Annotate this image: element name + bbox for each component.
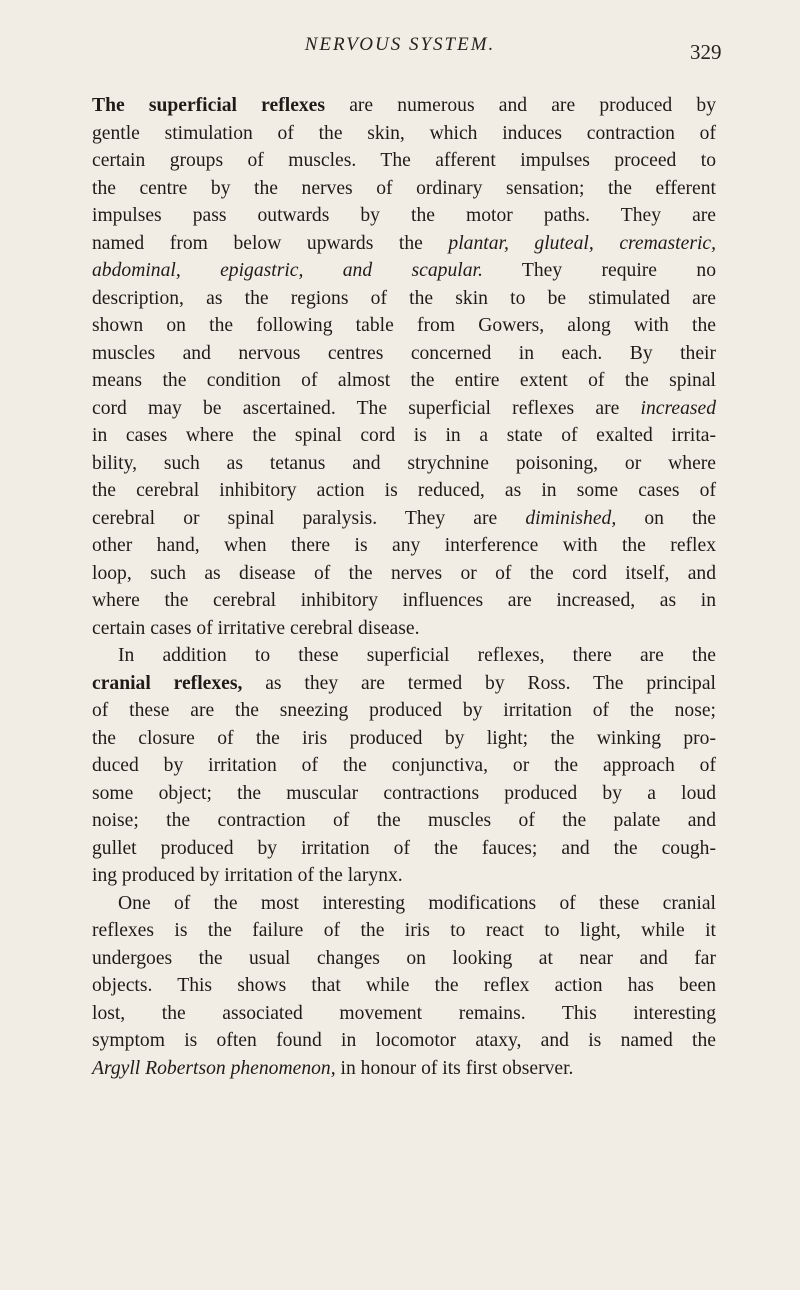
text-line: [92, 120, 716, 148]
text-run: are numerous and are produced by: [325, 95, 716, 116]
text-run: some object; the muscular contractions produced by a loud: [92, 782, 716, 804]
text-run: muscles and nervous centres concerned in each. By their: [92, 342, 716, 364]
text-run: They require no: [482, 260, 716, 281]
text-run: undergoes the usual changes on looking at near and far: [92, 947, 716, 969]
text-line: [92, 890, 716, 918]
text-run: reflexes is the failure of the iris to react to light, while it: [92, 920, 716, 941]
text-run: cord may be ascertained. The superficial reflexes are: [92, 397, 641, 419]
text-line: [92, 972, 716, 1000]
text-run: other hand, when there is any interference with the reflex: [92, 535, 716, 556]
text-run: means the condition of almost the entire extent of the spinal: [92, 370, 716, 391]
text-line: [92, 367, 716, 395]
text-run: where the cerebral inhibitory influences are increased, as in: [92, 590, 716, 611]
text-line: [92, 422, 716, 450]
text-run: noise; the contraction of the muscles of the palate and: [92, 810, 716, 831]
text-line: [92, 917, 716, 945]
text-line: [92, 175, 716, 203]
text-run: the cerebral inhibitory action is reduced, as in some cases of: [92, 480, 716, 501]
text-line: [92, 202, 716, 230]
text-line: [92, 92, 716, 120]
paragraph: [92, 642, 716, 890]
text-run: certain cases of irritative cerebral disease.: [92, 617, 420, 639]
bold-term: The superficial reflexes: [92, 95, 326, 116]
text-line: [92, 1027, 716, 1055]
text-line: [92, 532, 716, 560]
text-line: [92, 642, 716, 670]
text-run: One of the most interesting modifications of these cranial: [118, 892, 716, 914]
italic-term: Argyll Robertson phenomenon,: [92, 1057, 336, 1079]
text-run: lost, the associated movement remains. This interesting: [92, 1002, 716, 1024]
text-line: [92, 615, 716, 643]
text-line: [92, 862, 716, 890]
text-run: objects. This shows that while the reflex action has been: [92, 975, 716, 996]
text-line: [92, 505, 716, 533]
text-run: of these are the sneezing produced by irritation of the nose;: [92, 700, 716, 721]
text-line: [92, 147, 716, 175]
text-run: loop, such as disease of the nerves or of the cord itself, and: [92, 562, 716, 584]
body-text: [92, 92, 716, 1082]
text-run: duced by irritation of the conjunctiva, or the approach of: [92, 755, 716, 776]
running-head: NERVOUS SYSTEM.: [304, 34, 496, 55]
text-line: [92, 945, 716, 973]
text-run: ing produced by irritation of the larynx.: [92, 865, 403, 886]
bold-term: cranial reflexes,: [92, 672, 243, 694]
text-line: [92, 1055, 716, 1083]
text-run: impulses pass outwards by the motor paths. They are: [92, 205, 716, 226]
text-run: the closure of the iris produced by light; the winking pro-: [92, 727, 716, 749]
text-line: [92, 1000, 716, 1028]
text-line: [92, 670, 716, 698]
text-line: [92, 725, 716, 753]
text-line: [92, 752, 716, 780]
text-line: [92, 780, 716, 808]
text-run: on the: [616, 507, 716, 529]
text-run: in honour of its first observer.: [335, 1057, 574, 1079]
text-line: [92, 340, 716, 368]
italic-term: abdominal, epigastric, and scapular.: [92, 260, 483, 281]
text-run: in cases where the spinal cord is in a state of exalted irrita-: [92, 425, 716, 446]
text-line: [92, 285, 716, 313]
text-line: [92, 395, 716, 423]
italic-term: diminished,: [525, 507, 617, 529]
text-run: symptom is often found in locomotor ataxy, and is named the: [92, 1030, 716, 1051]
text-run: cerebral or spinal paralysis. They are: [92, 507, 526, 529]
page-number: 329: [690, 40, 722, 64]
text-run: as they are termed by Ross. The principal: [242, 672, 716, 694]
paragraph: [92, 92, 716, 642]
text-line: [92, 257, 716, 285]
italic-term: increased: [640, 397, 716, 419]
text-run: bility, such as tetanus and strychnine poisoning, or where: [92, 452, 716, 474]
text-line: [92, 477, 716, 505]
text-line: [92, 835, 716, 863]
text-line: [92, 587, 716, 615]
text-line: [92, 697, 716, 725]
text-run: named from below upwards the: [92, 232, 449, 254]
italic-term: plantar, gluteal, cremasteric,: [448, 232, 716, 254]
paragraph: [92, 890, 716, 1083]
text-run: the centre by the nerves of ordinary sensation; the efferent: [92, 177, 716, 199]
text-line: [92, 312, 716, 340]
text-run: gentle stimulation of the skin, which induces contraction of: [92, 122, 716, 144]
text-line: [92, 807, 716, 835]
text-run: certain groups of muscles. The afferent impulses proceed to: [92, 150, 716, 171]
text-run: In addition to these superficial reflexes, there are the: [118, 645, 716, 666]
text-run: shown on the following table from Gowers, along with the: [92, 315, 716, 336]
text-line: [92, 560, 716, 588]
text-run: description, as the regions of the skin to be stimulated are: [92, 287, 716, 309]
text-line: [92, 450, 716, 478]
text-run: gullet produced by irritation of the fauces; and the cough-: [92, 837, 716, 859]
text-line: [92, 230, 716, 258]
